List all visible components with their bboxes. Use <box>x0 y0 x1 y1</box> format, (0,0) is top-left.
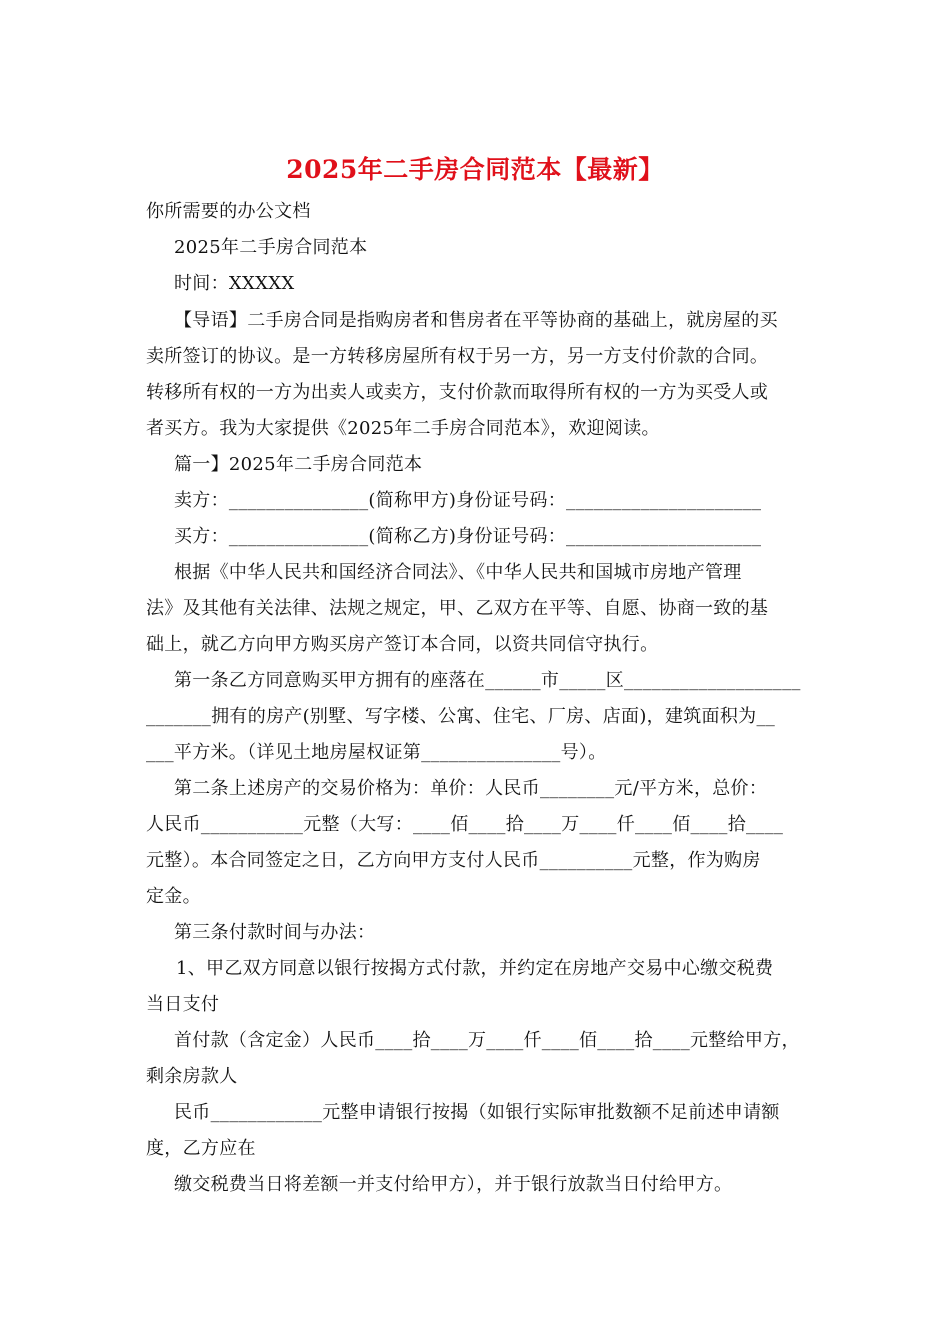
seller-line: 卖方：_______________(简称甲方)身份证号码：_____________________ <box>174 490 762 511</box>
down-payment-line: 首付款（含定金）人民币____拾____万____仟____佰____拾____元整给甲方， <box>174 1030 800 1051</box>
contract-heading: 2025年二手房合同范本 <box>174 237 368 258</box>
article-2-line: 第二条上述房产的交易价格为：单价：人民币________元/平方米，总价： <box>174 778 768 799</box>
intro-paragraph-line: 卖所签订的协议。是一方转移房屋所有权于另一方，另一方支付价款的合同。 <box>146 346 769 367</box>
payment-line: 缴交税费当日将差额一并支付给甲方），并于银行放款当日付给甲方。 <box>174 1174 733 1195</box>
doc-subtitle: 你所需要的办公文档 <box>146 201 311 222</box>
article-2-line: 定金。 <box>146 886 201 907</box>
time-line: 时间：XXXXX <box>174 273 295 294</box>
basis-paragraph-line: 法》及其他有关法律、法规之规定，甲、乙双方在平等、自愿、协商一致的基 <box>146 598 769 619</box>
document-title: 2025年二手房合同范本【最新】 <box>286 155 664 184</box>
intro-paragraph-line: 转移所有权的一方为出卖人或卖方，支付价款而取得所有权的一方为买受人或 <box>146 382 769 403</box>
buyer-line: 买方：_______________(简称乙方)身份证号码：_____________________ <box>174 526 762 547</box>
article-1-line: 第一条乙方同意购买甲方拥有的座落在______市_____区___________________ <box>174 670 801 691</box>
intro-paragraph-line: 者买方。我为大家提供《2025年二手房合同范本》，欢迎阅读。 <box>146 418 660 439</box>
article-2-line: 元整）。本合同签定之日，乙方向甲方支付人民币__________元整，作为购房 <box>146 850 761 871</box>
mortgage-line: 民币____________元整申请银行按揭（如银行实际审批数额不足前述申请额 <box>174 1102 780 1123</box>
article-1-line: ___平方米。（详见土地房屋权证第_______________号）。 <box>146 742 607 763</box>
mortgage-line: 度，乙方应在 <box>146 1138 256 1159</box>
article-3-item-1-line: 1、甲乙双方同意以银行按揭方式付款，并约定在房地产交易中心缴交税费 <box>176 958 774 979</box>
intro-paragraph-line: 【导语】二手房合同是指购房者和售房者在平等协商的基础上，就房屋的买 <box>174 310 778 331</box>
basis-paragraph-line: 础上，就乙方向甲方购买房产签订本合同，以资共同信守执行。 <box>146 634 659 655</box>
article-2-line: 人民币___________元整（大写：____佰____拾____万____仟____佰____拾____ <box>146 814 784 835</box>
article-1-line: _______拥有的房产(别墅、写字楼、公寓、住宅、厂房、店面)，建筑面积为__ <box>146 706 776 727</box>
article-3-item-1-line: 当日支付 <box>146 994 220 1015</box>
down-payment-line: 剩余房款人 <box>146 1066 238 1087</box>
section-heading: 篇一】2025年二手房合同范本 <box>174 454 423 475</box>
article-3-heading: 第三条付款时间与办法： <box>174 922 376 943</box>
basis-paragraph-line: 根据《中华人民共和国经济合同法》、《中华人民共和国城市房地产管理 <box>174 562 742 583</box>
